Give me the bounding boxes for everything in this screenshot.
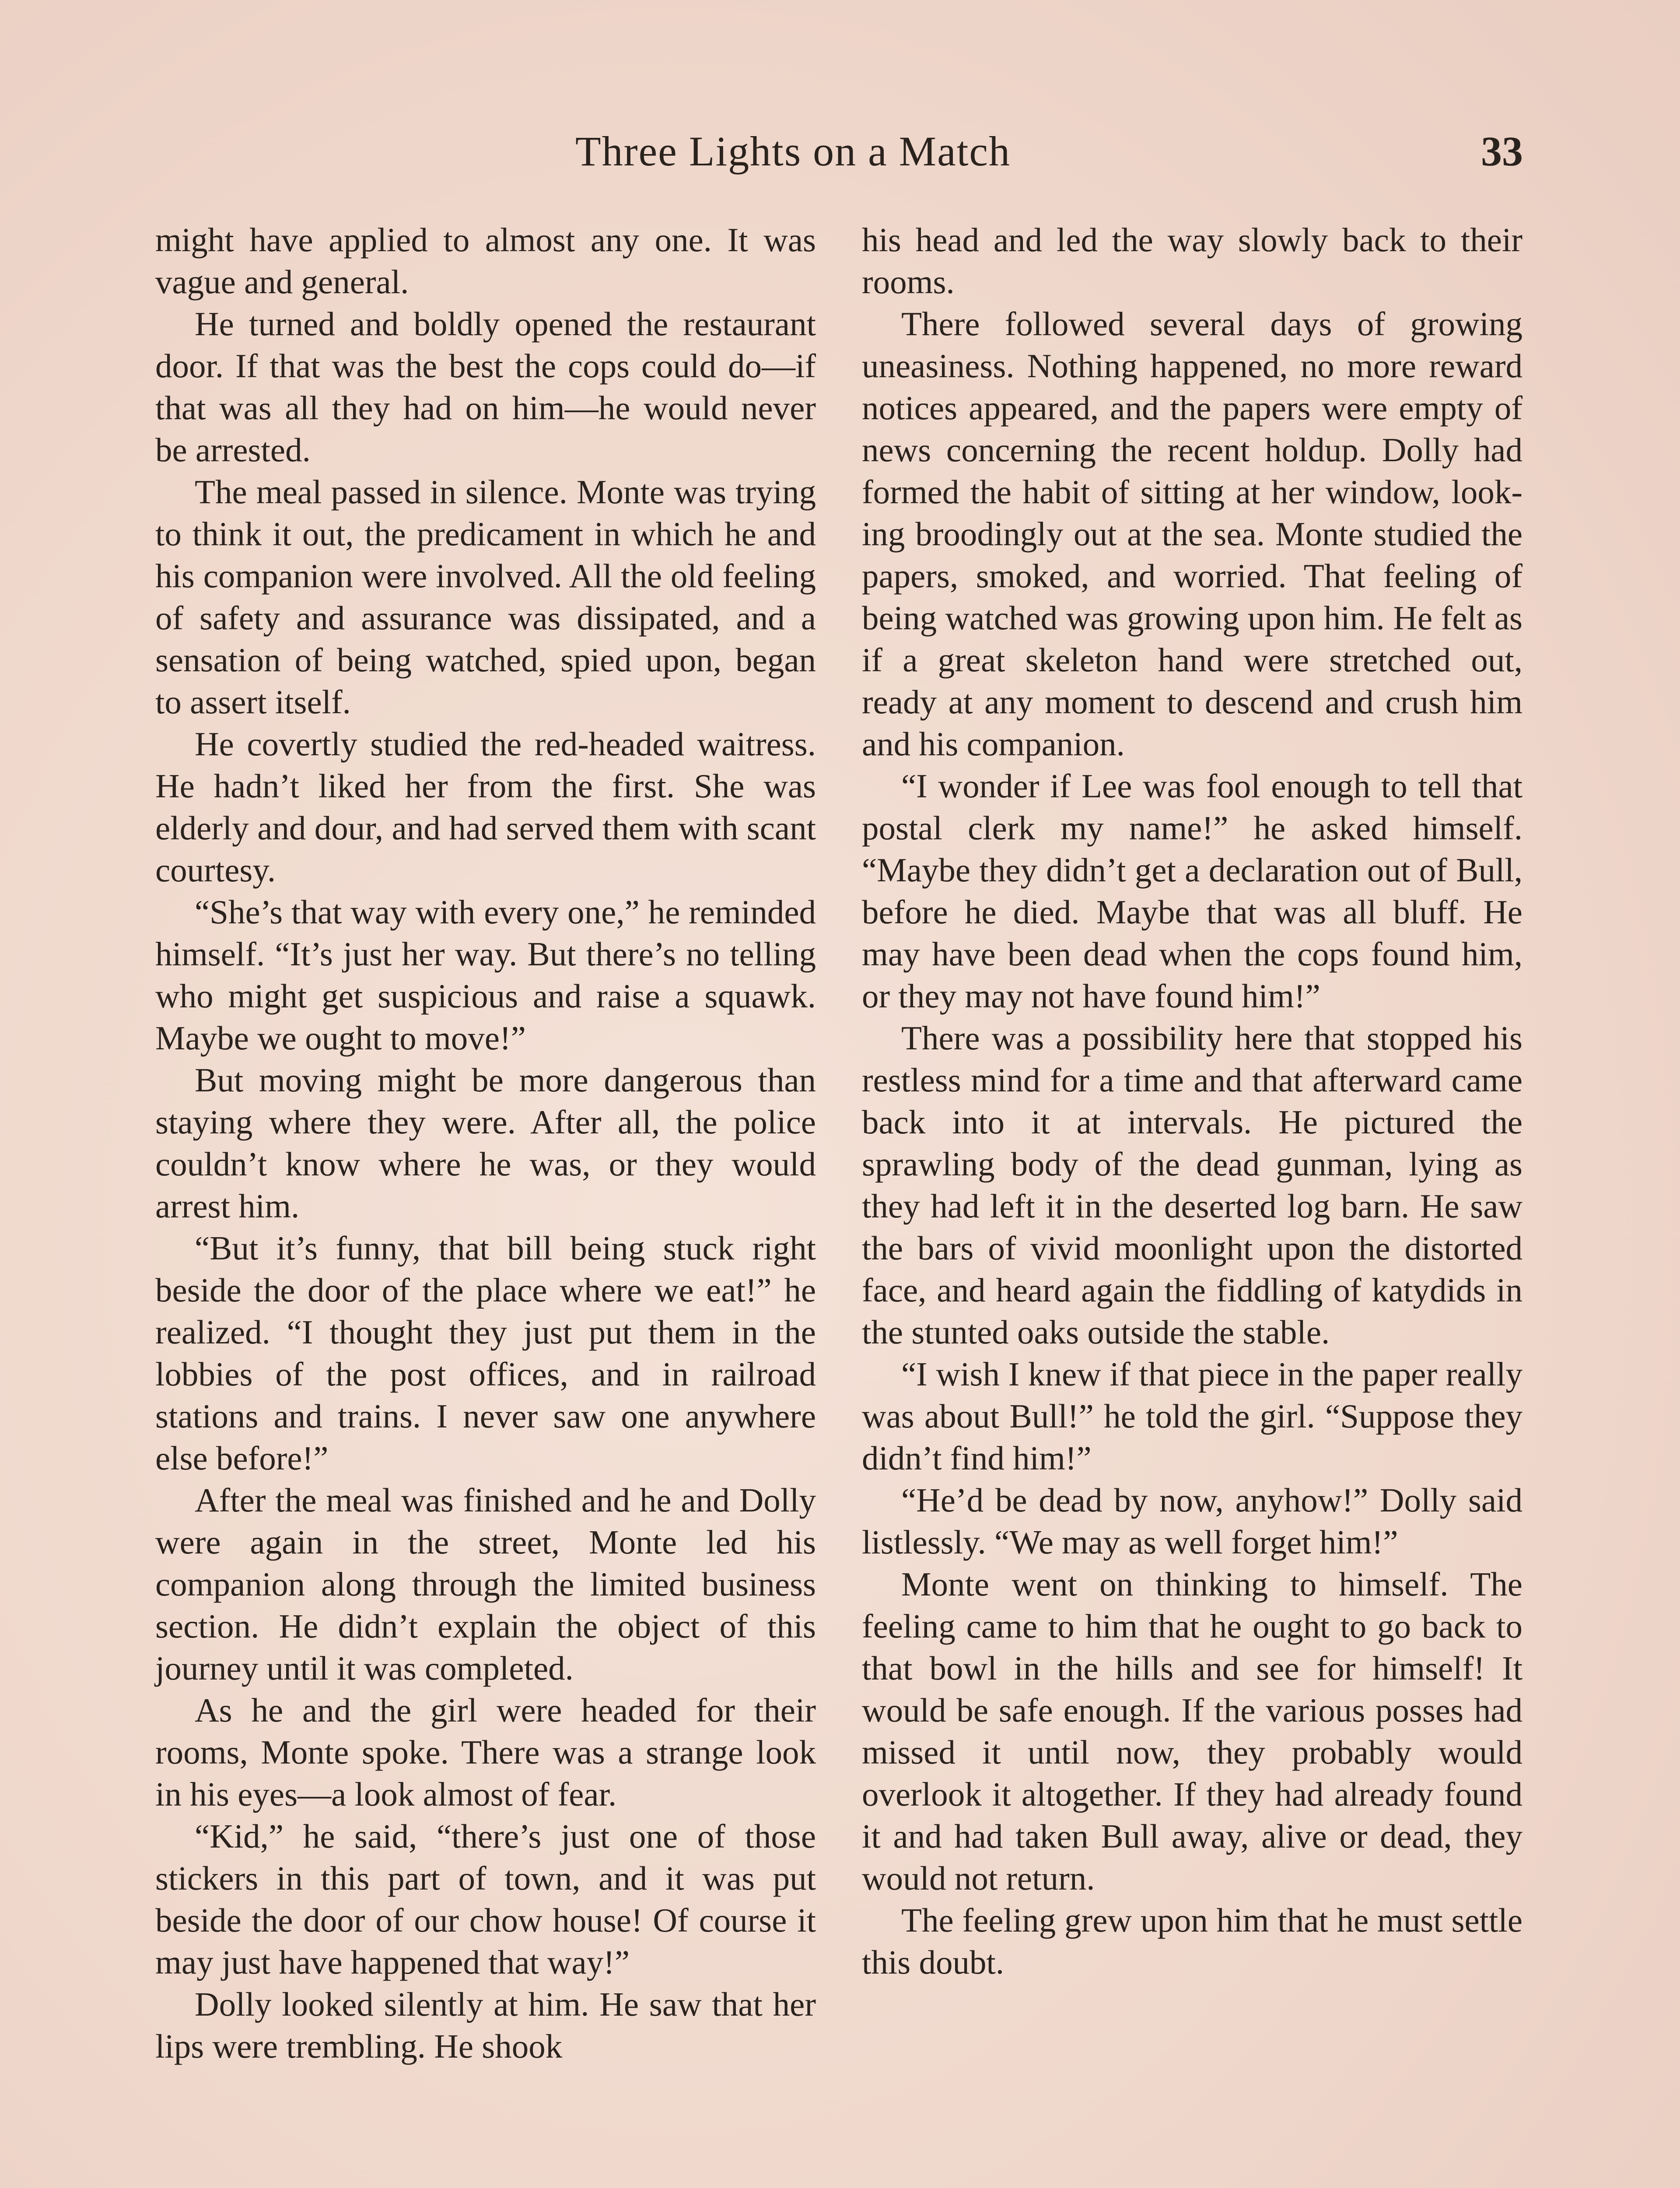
paragraph: “I wonder if Lee was fool enough to tell that postal clerk my name!” he asked himself. “Maybe they didn’t get a declaration out of Bull, before he died. Maybe that was all bluff. He may have been dead when the cops found him, or they may not have found him!” xyxy=(862,767,1522,1015)
page-header xyxy=(0,127,1680,193)
paragraph: Monte went on thinking to himself. The feeling came to him that he ought to go back to that bowl in the hills and see for himself! It would be safe enough. If the various posses had missed it until now, they probably would overlook it altogether. If they had already found it and had taken Bull away, alive or dead, they would not return. xyxy=(862,1565,1522,1897)
left-column xyxy=(155,219,816,2067)
paragraph: After the meal was finished and he and Dolly were again in the street, Monte led his companion along through the limited business section. He didn’t explain the object of this journey until it was completed. xyxy=(155,1481,816,1687)
paragraph: The feeling grew upon him that he must settle this doubt. xyxy=(862,1901,1522,1981)
paragraph: There followed several days of growing uneasiness. Nothing happened, no more reward notices appeared, and the papers were empty of news concerning the recent holdup. Dolly had formed the habit of sitting at her window, looking broodingly out at the sea. Monte studied the papers, smoked, and worried. That feeling of being watched was growing upon him. He felt as if a great skeleton hand were stretched out, ready at any moment to descend and crush him and his companion. xyxy=(862,305,1522,763)
paragraph: He turned and boldly opened the restaurant door. If that was the best the cops could do—if that was all they had on him—he would never be arrested. xyxy=(155,305,816,469)
paragraph: There was a possibility here that stopped his restless mind for a time and that afterward came back into it at intervals. He pictured the sprawling body of the dead gunman, lying as they had left it in the deserted log barn. He saw the bars of vivid moonlight upon the distorted face, and heard again the fiddling of katydids in the stunted oaks outside the stable. xyxy=(862,1019,1522,1351)
paragraph: As he and the girl were headed for their rooms, Monte spoke. There was a strange look in his eyes—a look almost of fear. xyxy=(155,1691,816,1813)
paragraph: He covertly studied the red-headed waitress. He hadn’t liked her from the first. She was elderly and dour, and had served them with scant courtesy. xyxy=(155,725,816,889)
right-column xyxy=(862,219,1522,1983)
paragraph: his head and led the way slowly back to their rooms. xyxy=(862,221,1522,301)
paragraph: “He’d be dead by now, anyhow!” Dolly said listlessly. “We may as well forget him!” xyxy=(862,1481,1522,1561)
paragraph: “Kid,” he said, “there’s just one of those stickers in this part of town, and it was put beside the door of our chow house! Of course it may just have happened that way!” xyxy=(155,1817,816,1981)
paragraph: might have applied to almost any one. It was vague and general. xyxy=(155,221,816,301)
paragraph: “I wish I knew if that piece in the paper really was about Bull!” he told the girl. “Suppose they didn’t find him!” xyxy=(862,1355,1522,1477)
running-title: Three Lights on a Match xyxy=(575,128,1011,175)
paragraph: But moving might be more dangerous than staying where they were. After all, the police couldn’t know where he was, or they would arrest him. xyxy=(155,1061,816,1225)
paragraph: Dolly looked silently at him. He saw that her lips were trembling. He shook xyxy=(155,1985,816,2065)
page-number: 33 xyxy=(1481,128,1523,175)
paragraph: The meal passed in silence. Monte was trying to think it out, the predicament in which he and his companion were involved. All the old feeling of safety and assurance was dissipated, and a sensation of being watched, spied upon, began to assert itself. xyxy=(155,473,816,721)
paragraph: “But it’s funny, that bill being stuck right beside the door of the place where we eat!” he realized. “I thought they just put them in the lobbies of the post offices, and in railroad stations and trains. I never saw one anywhere else before!” xyxy=(155,1229,816,1477)
paragraph: “She’s that way with every one,” he reminded himself. “It’s just her way. But there’s no telling who might get suspicious and raise a squawk. Maybe we ought to move!” xyxy=(155,893,816,1057)
